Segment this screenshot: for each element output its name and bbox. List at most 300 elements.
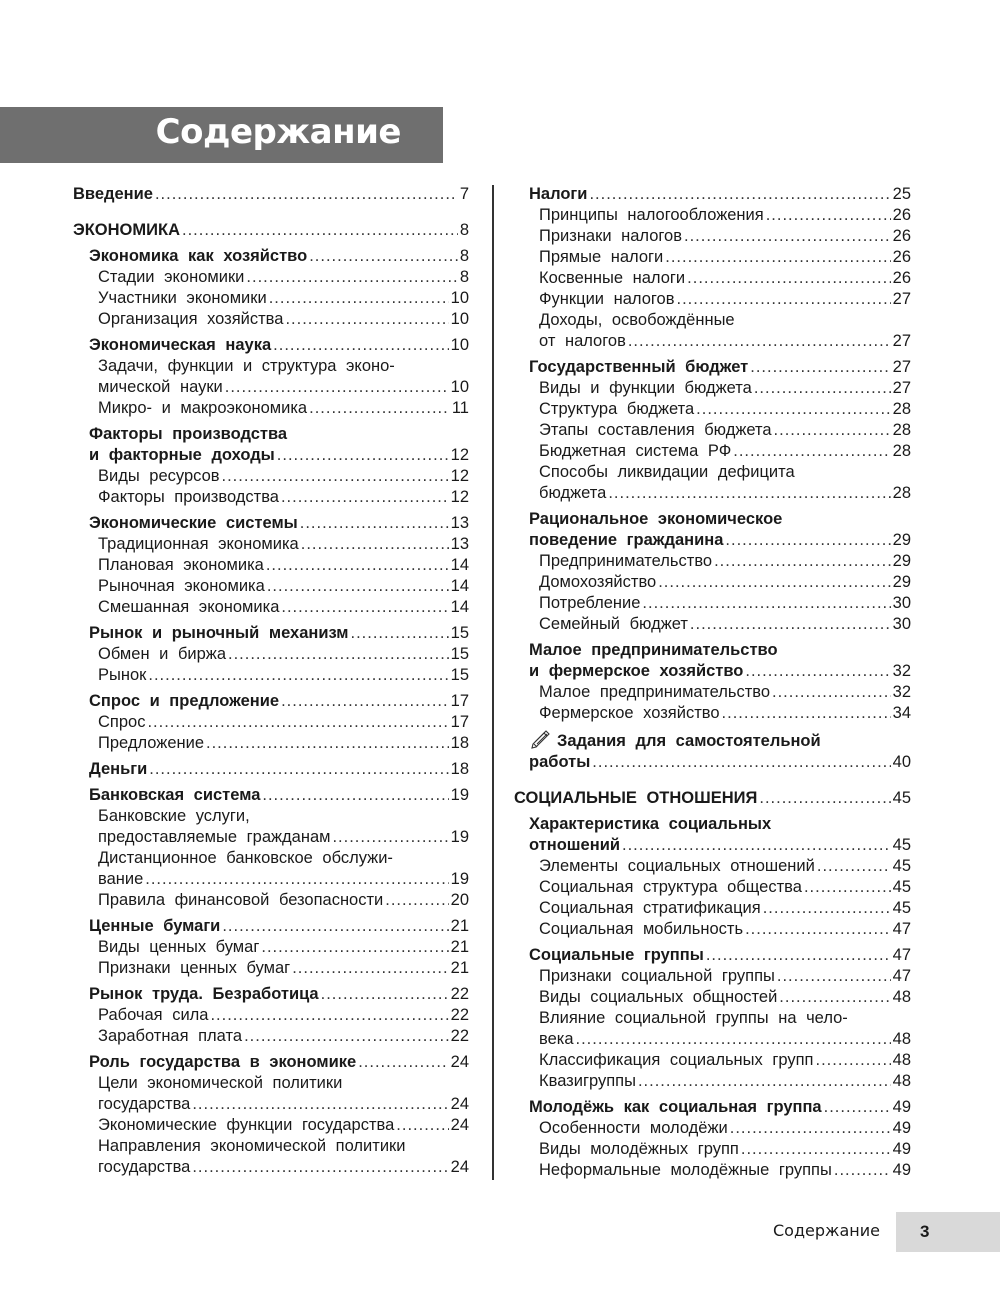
toc-subsection-entry[interactable] — [73, 267, 469, 288]
toc-entry-title: Функции налогов — [539, 290, 675, 308]
toc-page-number: 22 — [450, 985, 469, 1003]
toc-entry-title: Виды социальных общностей — [539, 988, 778, 1006]
dot-leader — [192, 1094, 448, 1115]
toc-entry-title: Виды ценных бумаг — [98, 938, 260, 956]
toc-subsection-entry[interactable] — [514, 420, 911, 441]
toc-entry-title: Признаки социальной группы — [539, 967, 775, 985]
toc-page-number: 45 — [892, 789, 911, 807]
dot-leader — [206, 733, 449, 754]
toc-entry-title: Традиционная экономика — [98, 535, 299, 553]
toc-page-number: 24 — [450, 1095, 469, 1113]
toc-subsection-entry[interactable] — [514, 572, 911, 593]
toc-entry-title: Структура бюджета — [539, 400, 695, 418]
toc-entry-title: Дистанционное банковское обслужи- — [98, 849, 393, 867]
toc-page-number: 21 — [450, 917, 469, 935]
toc-page-number: 12 — [450, 467, 469, 485]
dot-leader — [273, 335, 448, 356]
toc-entry-title: Элементы социальных отношений — [539, 857, 815, 875]
toc-subsection-entry[interactable] — [73, 288, 469, 309]
toc-entry-title-line — [529, 509, 911, 530]
dot-leader — [351, 623, 449, 644]
toc-page-number: 17 — [450, 692, 469, 710]
dot-leader — [730, 1118, 891, 1139]
toc-entry-title: Прямые налоги — [539, 248, 664, 266]
section-spacer — [73, 205, 469, 220]
toc-page-number: 47 — [892, 946, 911, 964]
dot-leader — [277, 445, 449, 466]
toc-left-column — [73, 184, 469, 1178]
toc-subsection-entry[interactable] — [73, 1136, 469, 1178]
toc-page-number: 19 — [450, 870, 469, 888]
toc-subsection-entry[interactable] — [73, 1026, 469, 1047]
toc-section-entry[interactable] — [514, 788, 911, 809]
toc-entry-title: Фермерское хозяйство — [539, 704, 720, 722]
toc-entry-title: работы — [529, 753, 591, 771]
toc-subsection-entry[interactable] — [73, 665, 469, 686]
dot-leader — [576, 1029, 891, 1050]
dot-leader — [261, 937, 448, 958]
toc-subsection-entry[interactable] — [514, 551, 911, 572]
toc-page-number: 14 — [450, 577, 469, 595]
toc-entry-title: Организация хозяйства — [98, 310, 284, 328]
toc-page-number: 34 — [892, 704, 911, 722]
toc-subsection-entry[interactable] — [514, 703, 911, 724]
dot-leader — [148, 665, 448, 686]
toc-section-entry[interactable] — [73, 335, 469, 356]
toc-page-number: 7 — [459, 185, 469, 203]
dot-leader — [222, 916, 448, 937]
toc-entry-title: Молодёжь как социальная группа — [529, 1098, 822, 1116]
toc-subsection-entry[interactable] — [514, 919, 911, 940]
toc-section-entry[interactable] — [514, 945, 911, 966]
toc-page-number: 48 — [892, 1030, 911, 1048]
dot-leader — [706, 945, 891, 966]
dot-leader — [321, 984, 449, 1005]
toc-entry-title: Направления экономической политики — [98, 1137, 406, 1155]
toc-page-number: 15 — [450, 645, 469, 663]
toc-subsection-entry[interactable] — [514, 226, 911, 247]
dot-leader — [665, 247, 890, 268]
dot-leader — [145, 869, 448, 890]
toc-entry-title: Принципы налогообложения — [539, 206, 764, 224]
toc-page-number: 47 — [892, 967, 911, 985]
toc-page-number: 27 — [892, 379, 911, 397]
toc-subsection-entry[interactable] — [73, 958, 469, 979]
toc-entry-title: Банковская система — [89, 786, 261, 804]
toc-page-number: 47 — [892, 920, 911, 938]
toc-subsection-entry[interactable] — [73, 806, 469, 848]
toc-entry-title: бюджета — [539, 484, 607, 502]
dot-leader — [815, 1050, 890, 1071]
toc-entry-title: Рациональное экономическое — [529, 510, 783, 528]
dot-leader — [777, 966, 891, 987]
toc-subsection-entry[interactable] — [514, 1118, 911, 1139]
toc-section-entry[interactable] — [73, 916, 469, 937]
toc-entry-title: Роль государства в экономике — [89, 1053, 357, 1071]
dot-leader — [745, 919, 891, 940]
dot-leader — [676, 289, 890, 310]
toc-subsection-entry[interactable] — [73, 937, 469, 958]
toc-page-number: 25 — [892, 185, 911, 203]
toc-page-number: 22 — [450, 1027, 469, 1045]
toc-section-entry[interactable] — [73, 220, 469, 241]
toc-page-number: 8 — [459, 221, 469, 239]
toc-entry-title: Малое предпринимательство — [529, 641, 778, 659]
dot-leader — [222, 466, 449, 487]
toc-page-number: 21 — [450, 959, 469, 977]
toc-section-entry[interactable] — [73, 513, 469, 534]
dot-leader — [182, 220, 458, 241]
toc-entry-title: Признаки ценных бумаг — [98, 959, 291, 977]
toc-entry-title: Стадии экономики — [98, 268, 245, 286]
dot-leader — [301, 534, 449, 555]
toc-entry-title: Предпринимательство — [539, 552, 713, 570]
toc-page-number: 10 — [450, 289, 469, 307]
dot-leader — [638, 1071, 891, 1092]
toc-page-number: 49 — [892, 1161, 911, 1179]
toc-page-number: 45 — [892, 857, 911, 875]
toc-subsection-entry[interactable] — [514, 682, 911, 703]
toc-subsection-entry[interactable] — [514, 378, 911, 399]
toc-page-number: 27 — [892, 332, 911, 350]
toc-subsection-entry[interactable] — [514, 247, 911, 268]
dot-leader — [834, 1160, 891, 1181]
toc-subsection-entry[interactable] — [73, 466, 469, 487]
toc-entry-title: Косвенные налоги — [539, 269, 686, 287]
dot-leader — [385, 890, 448, 911]
toc-page-number: 22 — [450, 1006, 469, 1024]
title-banner — [0, 107, 443, 163]
toc-page-number: 28 — [892, 421, 911, 439]
dot-leader — [750, 357, 890, 378]
toc-subsection-entry[interactable] — [514, 1050, 911, 1071]
toc-entry-title: и факторные доходы — [89, 446, 275, 464]
dot-leader — [725, 530, 890, 551]
toc-entry-title: Правила финансовой безопасности — [98, 891, 384, 909]
toc-entry-title: Социальная мобильность — [539, 920, 744, 938]
toc-section-entry[interactable] — [514, 357, 911, 378]
toc-entry-title: Виды ресурсов — [98, 467, 220, 485]
section-spacer — [514, 773, 911, 788]
dot-leader — [332, 827, 448, 848]
toc-page-number: 27 — [892, 358, 911, 376]
toc-page-number: 24 — [450, 1158, 469, 1176]
toc-entry-title: отношений — [529, 836, 620, 854]
toc-page-number: 32 — [892, 662, 911, 680]
toc-entry-title: Рыночная экономика — [98, 577, 265, 595]
toc-section-entry[interactable] — [73, 984, 469, 1005]
toc-subsection-entry[interactable] — [514, 1139, 911, 1160]
toc-subsection-entry[interactable] — [73, 733, 469, 754]
dot-leader — [690, 614, 891, 635]
toc-page-number: 30 — [892, 615, 911, 633]
toc-entry-title: Особенности молодёжи — [539, 1119, 728, 1137]
toc-entry-title: Деньги — [89, 760, 148, 778]
toc-entry-title: Социальные группы — [529, 946, 704, 964]
dot-leader — [192, 1157, 448, 1178]
toc-section-entry[interactable] — [73, 1052, 469, 1073]
toc-section-entry[interactable] — [514, 509, 911, 551]
toc-page-number: 15 — [450, 624, 469, 642]
dot-leader — [745, 661, 890, 682]
toc-page-number: 28 — [892, 484, 911, 502]
toc-section-entry[interactable] — [514, 184, 911, 205]
dot-leader — [281, 597, 448, 618]
toc-page-number: 26 — [892, 206, 911, 224]
toc-subsection-entry[interactable] — [514, 966, 911, 987]
toc-subsection-entry[interactable] — [73, 848, 469, 890]
toc-entry-title: Плановая экономика — [98, 556, 264, 574]
dot-leader — [285, 309, 448, 330]
toc-entry-title: Задания для самостоятельной — [557, 732, 821, 750]
toc-subsection-entry[interactable] — [514, 593, 911, 614]
dot-leader — [772, 682, 891, 703]
toc-entry-title: предоставляемые гражданам — [98, 828, 331, 846]
toc-subsection-entry[interactable] — [73, 1073, 469, 1115]
column-divider — [492, 185, 494, 1180]
toc-section-entry[interactable] — [514, 814, 911, 856]
toc-page-number: 8 — [459, 247, 469, 265]
dot-leader — [266, 555, 449, 576]
toc-subsection-entry[interactable] — [73, 1115, 469, 1136]
toc-section-entry[interactable] — [514, 640, 911, 682]
dot-leader — [262, 785, 448, 806]
toc-page-number: 45 — [892, 836, 911, 854]
toc-page-number: 14 — [450, 598, 469, 616]
toc-entry-title-line — [98, 1136, 469, 1157]
dot-leader — [642, 593, 890, 614]
toc-entry-title-line — [98, 848, 469, 869]
toc-page-number: 26 — [892, 227, 911, 245]
page-title: Содержание — [155, 112, 401, 152]
toc-section-entry[interactable] — [73, 184, 469, 205]
toc-page-number: 32 — [892, 683, 911, 701]
toc-subsection-entry[interactable] — [73, 356, 469, 398]
toc-page-number: 20 — [450, 891, 469, 909]
toc-entry-title-line — [539, 310, 911, 331]
dot-leader — [309, 246, 458, 267]
toc-subsection-entry[interactable] — [514, 205, 911, 226]
toc-page-number: 28 — [892, 400, 911, 418]
toc-subsection-entry[interactable] — [73, 555, 469, 576]
toc-entry-title: Спрос и предложение — [89, 692, 280, 710]
toc-page-number: 29 — [892, 552, 911, 570]
toc-page-number: 30 — [892, 594, 911, 612]
dot-leader — [714, 551, 891, 572]
toc-entry-title: Этапы составления бюджета — [539, 421, 772, 439]
dot-leader — [147, 712, 448, 733]
dot-leader — [766, 205, 891, 226]
toc-page-number: 13 — [450, 535, 469, 553]
toc-subsection-entry[interactable] — [514, 268, 911, 289]
toc-entry-title: Семейный бюджет — [539, 615, 688, 633]
toc-subsection-entry[interactable] — [514, 310, 911, 352]
dot-leader — [658, 572, 890, 593]
toc-subsection-entry[interactable] — [514, 441, 911, 462]
dot-leader — [779, 987, 890, 1008]
toc-subsection-entry[interactable] — [73, 309, 469, 330]
dot-leader — [741, 1139, 891, 1160]
toc-entry-title: Обмен и биржа — [98, 645, 226, 663]
toc-subsection-entry[interactable] — [73, 712, 469, 733]
toc-subsection-entry[interactable] — [73, 1005, 469, 1026]
toc-page-number: 48 — [892, 988, 911, 1006]
toc-page-number: 13 — [450, 514, 469, 532]
toc-entry-title: Квазигруппы — [539, 1072, 636, 1090]
toc-entry-title-line — [529, 729, 911, 752]
dot-leader — [684, 226, 891, 247]
toc-entry-title: СОЦИАЛЬНЫЕ ОТНОШЕНИЯ — [514, 789, 758, 807]
toc-entry-title: Банковские услуги, — [98, 807, 250, 825]
toc-entry-title-line — [539, 462, 911, 483]
toc-entry-title: Способы ликвидации дефицита — [539, 463, 795, 481]
toc-subsection-entry[interactable] — [514, 289, 911, 310]
toc-page-number: 19 — [450, 828, 469, 846]
toc-entry-title: Доходы, освобождённые — [539, 311, 735, 329]
toc-entry-title: Экономические системы — [89, 514, 298, 532]
toc-subsection-entry[interactable] — [514, 614, 911, 635]
toc-entry-title: Микро- и макроэкономика — [98, 399, 308, 417]
toc-page-number: 19 — [450, 786, 469, 804]
toc-subsection-entry[interactable] — [73, 890, 469, 911]
toc-entry-title: Рабочая сила — [98, 1006, 209, 1024]
toc-entry-title-line — [529, 640, 911, 661]
toc-entry-title: и фермерское хозяйство — [529, 662, 744, 680]
toc-section-entry[interactable] — [73, 785, 469, 806]
toc-entry-title: Бюджетная система РФ — [539, 442, 732, 460]
toc-entry-title: Спрос — [98, 713, 146, 731]
toc-page-number: 29 — [892, 531, 911, 549]
toc-page-number: 24 — [450, 1053, 469, 1071]
toc-entry-title: Малое предпринимательство — [539, 683, 771, 701]
toc-entry-title: Факторы производства — [98, 488, 279, 506]
toc-page-number: 48 — [892, 1051, 911, 1069]
toc-entry-title: Виды молодёжных групп — [539, 1140, 739, 1158]
toc-entry-title: Неформальные молодёжные группы — [539, 1161, 832, 1179]
dot-leader — [759, 788, 890, 809]
dot-leader — [309, 398, 450, 419]
toc-entry-title: Экономическая наука — [89, 336, 272, 354]
toc-page-number: 10 — [450, 378, 469, 396]
toc-entry-title: Факторы производства — [89, 425, 288, 443]
toc-entry-title: Влияние социальной группы на чело- — [539, 1009, 848, 1027]
toc-entry-title-line — [98, 356, 469, 377]
dot-leader — [608, 483, 890, 504]
toc-subsection-entry[interactable] — [514, 462, 911, 504]
toc-entry-title: Участники экономики — [98, 289, 267, 307]
toc-entry-title: мической науки — [98, 378, 223, 396]
toc-subsection-entry[interactable] — [73, 597, 469, 618]
toc-entry-title: Характеристика социальных — [529, 815, 772, 833]
dot-leader — [696, 399, 890, 420]
toc-entry-title: Предложение — [98, 734, 205, 752]
toc-section-entry[interactable] — [73, 246, 469, 267]
toc-subsection-entry[interactable] — [514, 898, 911, 919]
footer-section-label: Содержание — [773, 1221, 880, 1240]
toc-subsection-entry[interactable] — [514, 1008, 911, 1050]
toc-entry-title: Задачи, функции и структура эконо- — [98, 357, 395, 375]
toc-entry-title: государства — [98, 1158, 191, 1176]
toc-entry-title: Заработная плата — [98, 1027, 243, 1045]
toc-subsection-entry[interactable] — [514, 1160, 911, 1181]
toc-page-number: 10 — [450, 310, 469, 328]
toc-subsection-entry[interactable] — [514, 399, 911, 420]
toc-page-number: 17 — [450, 713, 469, 731]
toc-entry-title: Социальная стратификация — [539, 899, 761, 917]
toc-entry-title: века — [539, 1030, 574, 1048]
dot-leader — [267, 576, 449, 597]
toc-page-number: 45 — [892, 878, 911, 896]
toc-section-entry[interactable] — [514, 729, 911, 773]
toc-subsection-entry[interactable] — [514, 877, 911, 898]
dot-leader — [358, 1052, 448, 1073]
toc-entry-title-line — [98, 806, 469, 827]
toc-page-number: 11 — [451, 399, 469, 417]
dot-leader — [281, 691, 449, 712]
toc-entry-title: Смешанная экономика — [98, 598, 280, 616]
toc-section-entry[interactable] — [73, 691, 469, 712]
pencil-icon — [529, 729, 551, 749]
toc-entry-title: Рынок — [98, 666, 147, 684]
toc-section-entry[interactable] — [73, 424, 469, 466]
toc-section-entry[interactable] — [73, 759, 469, 780]
dot-leader — [210, 1005, 448, 1026]
toc-subsection-entry[interactable] — [514, 856, 911, 877]
toc-page-number: 12 — [450, 446, 469, 464]
toc-section-entry[interactable] — [73, 623, 469, 644]
toc-page-number: 27 — [892, 290, 911, 308]
toc-entry-title: Классификация социальных групп — [539, 1051, 814, 1069]
toc-subsection-entry[interactable] — [73, 576, 469, 597]
toc-subsection-entry[interactable] — [73, 534, 469, 555]
dot-leader — [824, 1097, 891, 1118]
toc-page-number: 26 — [892, 248, 911, 266]
toc-entry-title-line — [98, 1073, 469, 1094]
toc-entry-title-line — [89, 424, 469, 445]
toc-entry-title: Налоги — [529, 185, 588, 203]
dot-leader — [292, 958, 448, 979]
dot-leader — [687, 268, 890, 289]
toc-page-number: 49 — [892, 1119, 911, 1137]
toc-entry-title: вание — [98, 870, 144, 888]
toc-entry-title: Социальная структура общества — [539, 878, 802, 896]
toc-page-number: 29 — [892, 573, 911, 591]
toc-entry-title: Рынок и рыночный механизм — [89, 624, 349, 642]
dot-leader — [763, 898, 891, 919]
toc-subsection-entry[interactable] — [73, 487, 469, 508]
toc-page-number: 24 — [450, 1116, 469, 1134]
dot-leader — [754, 378, 891, 399]
dot-leader — [733, 441, 890, 462]
toc-entry-title: Ценные бумаги — [89, 917, 221, 935]
toc-page-number: 18 — [450, 760, 469, 778]
toc-page-number: 40 — [892, 753, 911, 771]
dot-leader — [246, 267, 457, 288]
toc-subsection-entry[interactable] — [73, 398, 469, 419]
toc-subsection-entry[interactable] — [514, 987, 911, 1008]
dot-leader — [592, 752, 890, 773]
toc-subsection-entry[interactable] — [73, 644, 469, 665]
toc-entry-title: государства — [98, 1095, 191, 1113]
toc-section-entry[interactable] — [514, 1097, 911, 1118]
dot-leader — [228, 644, 449, 665]
toc-subsection-entry[interactable] — [514, 1071, 911, 1092]
toc-entry-title: Потребление — [539, 594, 641, 612]
toc-right-column — [514, 184, 911, 1181]
dot-leader — [589, 184, 890, 205]
toc-entry-title-line — [529, 814, 911, 835]
toc-page-number: 26 — [892, 269, 911, 287]
